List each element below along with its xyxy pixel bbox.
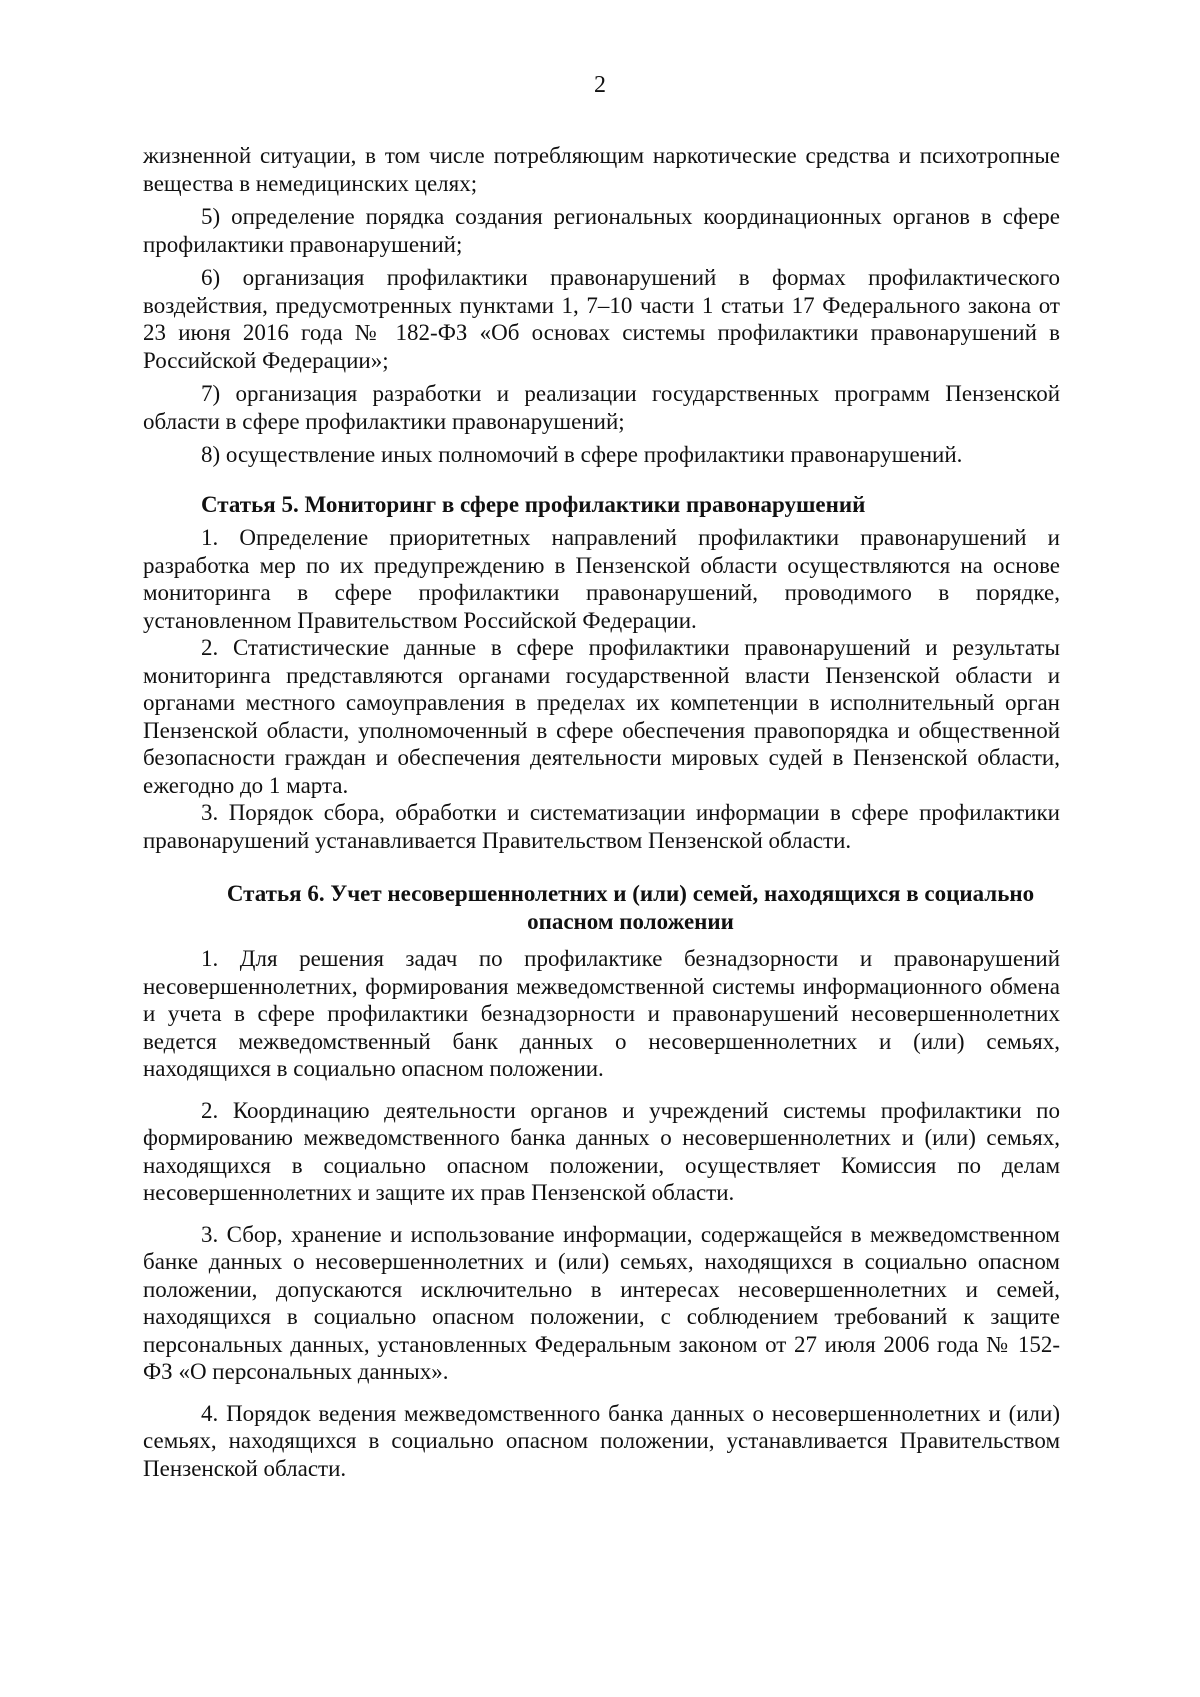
- page-number: 2: [594, 72, 606, 98]
- article-6-paragraph: 3. Сбор, хранение и использование информации, содержащейся в межведомственном банке данных о несовершеннолетних и (или) семьях, находящихся в социально опасном положении, допускаются исключительно в интересах несовершеннолетних и семей, находящихся в социально опасном положении, с соблюдением требований к защите персональных данных, установленных Федеральным законом от 27 июля 2006 года № 152-ФЗ «О персональных данных».: [143, 1221, 1060, 1384]
- article-6-paragraph: 2. Координацию деятельности органов и учреждений системы профилактики по формированию межведомственного банка данных о несовершеннолетних и (или) семьях, находящихся в социально опасном положении, осуществляет Комиссия по делам несовершеннолетних и защите их прав Пензенской области.: [143, 1097, 1060, 1205]
- list-item: 7) организация разработки и реализации государственных программ Пензенской области в сфере профилактики правонарушений;: [143, 381, 1060, 434]
- article-6-paragraph: 1. Для решения задач по профилактике безнадзорности и правонарушений несовершеннолетних, формирования межведомственной системы информационного обмена и учета в сфере профилактики безнадзорности и правонарушений несовершеннолетних ведется межведомственный банк данных о несовершеннолетних и (или) семьях, находящихся в социально опасном положении.: [143, 946, 1060, 1081]
- list-item: 8) осуществление иных полномочий в сфере профилактики правонарушений.: [201, 442, 963, 467]
- article-5-heading: Статья 5. Мониторинг в сфере профилактики правонарушений: [201, 491, 866, 517]
- article-5-paragraph: 1. Определение приоритетных направлений профилактики правонарушений и разработка мер по их предупреждению в Пензенской области осуществляются на основе мониторинга в сфере профилактики правонарушений, проводимого в порядке, установленном Правительством Российской Федерации.: [143, 525, 1060, 633]
- article-6-heading: Статья 6. Учет несовершеннолетних и (или) семей, находящихся в социально опасном положении: [226, 881, 1035, 934]
- list-item: 5) определение порядка создания региональных координационных органов в сфере профилактики правонарушений;: [143, 204, 1060, 257]
- document-body: [143, 142, 1060, 1482]
- article-6-paragraph: 4. Порядок ведения межведомственного банка данных о несовершеннолетних и (или) семьях, находящихся в социально опасном положении, устанавливается Правительством Пензенской области.: [143, 1400, 1060, 1481]
- article-5-paragraph: 3. Порядок сбора, обработки и систематизации информации в сфере профилактики правонарушений устанавливается Правительством Пензенской области.: [143, 800, 1060, 853]
- article-5-paragraph: 2. Статистические данные в сфере профилактики правонарушений и результаты мониторинга представляются органами государственной власти Пензенской области и органами местного самоуправления в пределах их компетенции в исполнительный орган Пензенской области, уполномоченный в сфере обеспечения правопорядка и общественной безопасности граждан и обеспечения деятельности мировых судей в Пензенской области, ежегодно до 1 марта.: [143, 635, 1060, 798]
- list-item: 6) организация профилактики правонарушений в формах профилактического воздействия, предусмотренных пунктами 1, 7–10 части 1 статьи 17 Федерального закона от 23 июня 2016 года № 182-ФЗ «Об основах системы профилактики правонарушений в Российской Федерации»;: [143, 265, 1060, 373]
- continuation-paragraph: жизненной ситуации, в том числе потребляющим наркотические средства и психотропные вещества в немедицинских целях;: [143, 143, 1060, 196]
